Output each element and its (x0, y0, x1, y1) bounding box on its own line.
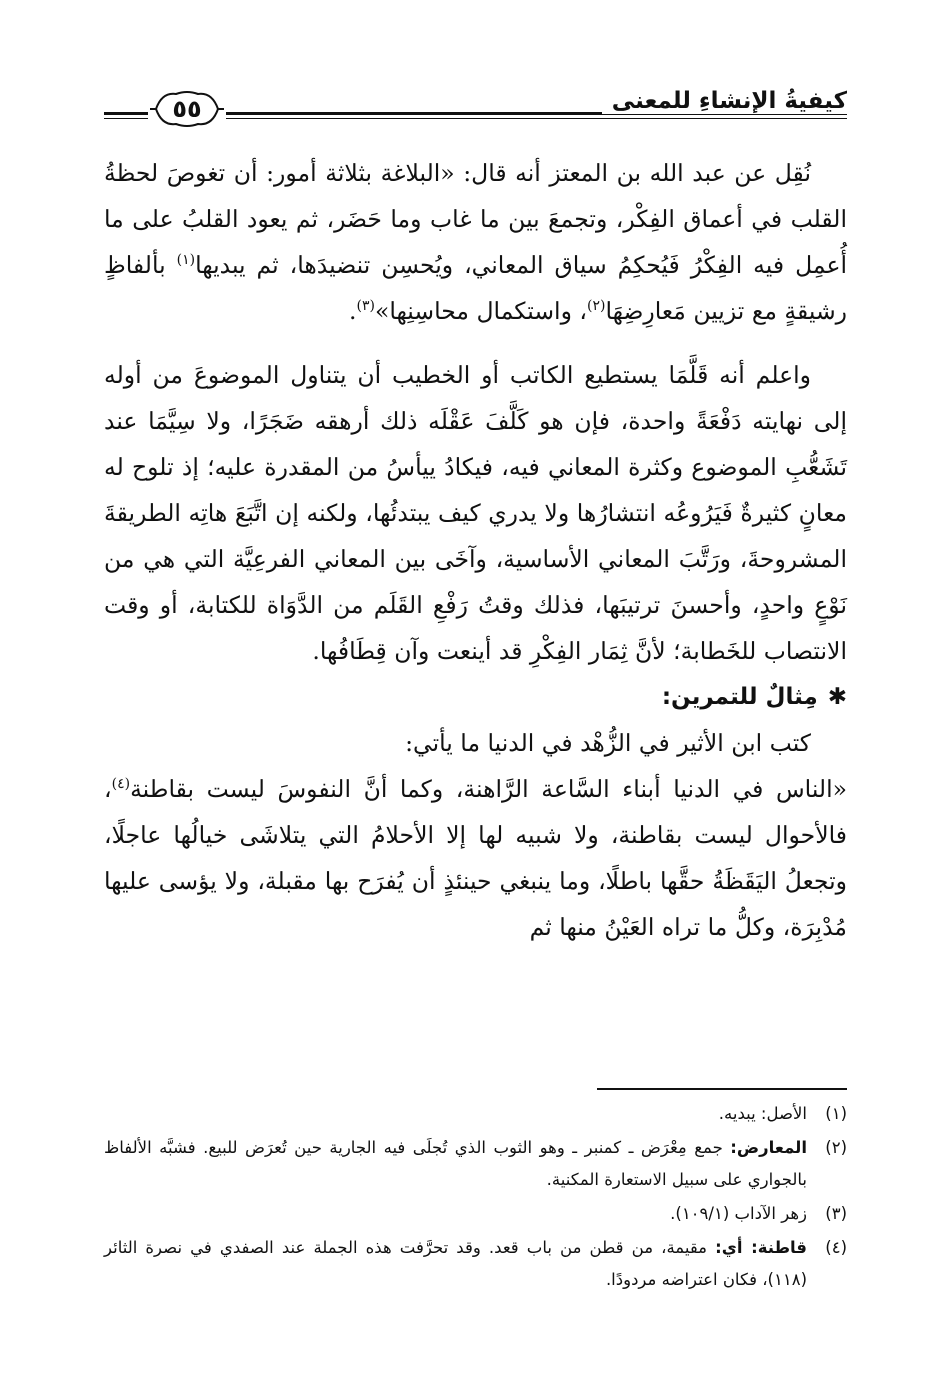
main-text (104, 150, 847, 950)
page-header (104, 82, 847, 138)
paragraph-3: كتب ابن الأثير في الزُّهْد في الدنيا ما يأتي: (405, 729, 811, 757)
paragraph-2: واعلم أنه قَلَّمَا يستطيع الكاتب أو الخطيب أن يتناول الموضوعَ من أوله إلى نهايته دَفْعَةً واحدة، فإن هو كَلَّفَ عَقْلَه ذلك أرهقه ضَجَرًا، ولا سِيَّمَا عند تَشَعُّبِ الموضوع وكثرة المعاني فيه، فيكادُ ييأسُ من المقدرة عليه؛ إذ تلوح له معانٍ كثيرةٌ فَيَرُوعُه انتشارُها ولا يدري كيف يبتدئُها، ولكنه إن اتَّبَعَ هاتِه الطريقةَ المشروحةَ، ورَتَّبَ المعاني الأساسية، وآخَى بين المعاني الفرعِيَّة التي هي من نَوْعٍ واحدٍ، وأحسنَ ترتيبَها، فذلك وقتُ رَفْعِ القَلَم من الدَّوَاة للكتابة، أو وقت الانتصاب للخَطابة؛ لأنَّ ثِمَار الفِكْرِ قد أينعت وآن قِطَافُها. (104, 361, 847, 665)
footnote-ref-2[interactable]: (٢) (587, 298, 606, 315)
page-number: ٥٥ (172, 95, 202, 123)
paragraph-4: «الناس في الدنيا أبناء السَّاعة الرَّاهنة، وكما أنَّ النفوسَ ليست بقاطنة$^{(٤)}$، فالأحوال ليست بقاطنة، ولا شبيه لها إلا الأحلامُ التي يتلاشَى خيالُها عاجلًا، وتجعلُ اليَقَظَةُ حقَّها باطلًا، وما ينبغي حينئذٍ أن يُفرَح بها مقبلة، ولا يؤسى عليها مُدْبِرَة، وكلُّ ما تراه العَيْنُ منها ثم (104, 775, 847, 941)
star-icon: ✱ (827, 684, 847, 710)
footnotes (104, 1098, 847, 1298)
running-title: كيفيةُ الإنشاءِ للمعنى (602, 88, 847, 114)
footnote-ref-4[interactable]: (٤) (111, 776, 131, 793)
footnote-ref-1[interactable]: (١) (176, 252, 196, 269)
page-number-ornament (148, 88, 226, 130)
footnote-2: (٢) المعارض: جمع مِعْرَض ـ كمنبر ـ وهو الثوب الذي تُجلَى فيه الجارية حين تُعرَض للبيع. فشبَّه الألفاظ بالجواري على سبيل الاستعارة المكنية. (104, 1138, 847, 1189)
footnote-1: (١) الأصل: يبديه. (718, 1104, 847, 1123)
paragraph-1: نُقِل عن عبد الله بن المعتز أنه قال: «البلاغة بثلاثة أمور: أن تغوصَ لحظةُ القلب في أعماق الفِكْر، وتجمعَ بين ما غاب وما حَضَر، ثم يعود القلبُ على ما أُعمِل فيه الفِكْرُ فَيُحكِمُ سياق المعاني، ويُحسِن تنضيدَها، ثم يبديها$^{(١)}$ بألفاظٍ رشيقةٍ مع تزيين مَعارِضِهَا$^{(٢)}$، واستكمال محاسِنِها»$^{(٣)}$. (104, 159, 847, 325)
exercise-heading: ✱مِثالٌ للتمرين: (661, 684, 847, 710)
footnote-ref-3[interactable]: (٣) (356, 298, 375, 315)
footnote-separator (597, 1088, 847, 1090)
footnote-4: (٤) قاطنة: أي: مقيمة، من قطن من باب قعد. وقد تحرَّفت هذه الجملة عند الصفدي في نصرة الثائر (١١٨)، فكان اعتراضه مردودًا. (104, 1238, 847, 1289)
footnote-3: (٣) زهر الآداب (١٠٩/١). (670, 1204, 847, 1223)
